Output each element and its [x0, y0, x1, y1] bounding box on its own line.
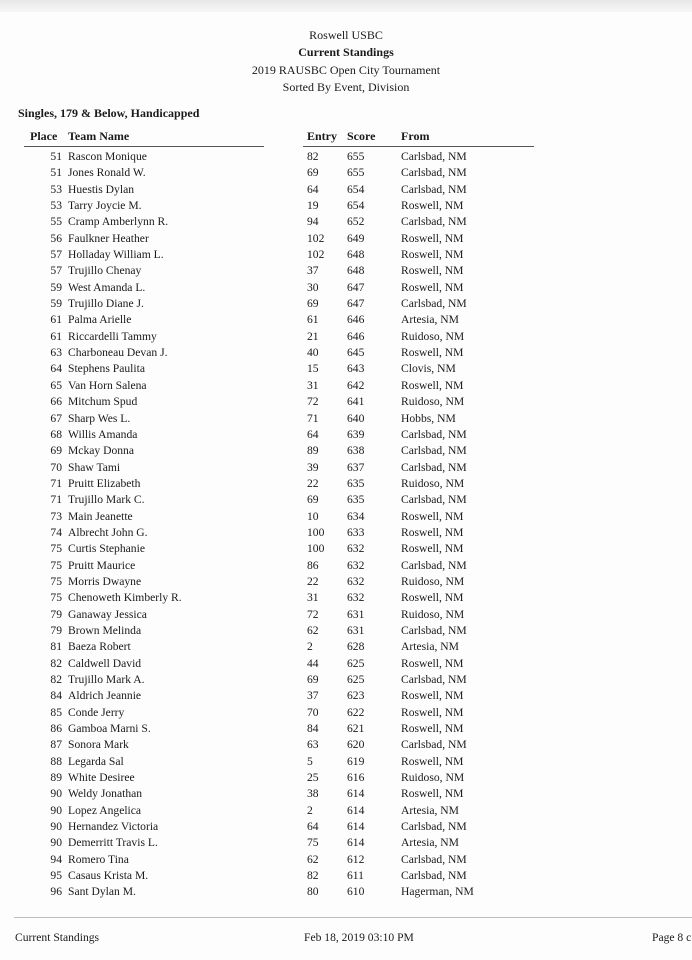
- col-header-entry: Entry: [307, 129, 337, 143]
- cell-place: 75: [50, 591, 62, 605]
- cell-entry: 62: [307, 852, 319, 866]
- table-row: [0, 754, 692, 770]
- cell-team-name: Main Jeanette: [68, 509, 133, 523]
- cell-from: Artesia, NM: [401, 836, 459, 850]
- cell-from: Roswell, NM: [401, 525, 464, 539]
- table-row: [0, 623, 692, 639]
- cell-entry: 69: [307, 493, 319, 507]
- cell-score: 623: [347, 689, 365, 703]
- cell-score: 625: [347, 673, 365, 686]
- cell-place: 94: [50, 852, 62, 866]
- cell-score: 610: [347, 885, 365, 899]
- table-row: [0, 476, 692, 492]
- cell-entry: 63: [307, 738, 319, 752]
- cell-entry: 22: [307, 574, 319, 588]
- cell-from: Carlsbad, NM: [401, 150, 467, 163]
- cell-score: 614: [347, 820, 365, 834]
- cell-from: Ruidoso, NM: [401, 771, 465, 785]
- cell-score: 632: [347, 558, 365, 572]
- report-title: Current Standings: [298, 45, 394, 59]
- cell-score: 640: [347, 411, 365, 425]
- table-row: [0, 803, 692, 819]
- cell-place: 59: [50, 297, 62, 311]
- cell-from: Ruidoso, NM: [401, 476, 465, 490]
- cell-team-name: Cramp Amberlynn R.: [68, 215, 169, 229]
- cell-team-name: Gamboa Marni S.: [68, 722, 151, 736]
- cell-team-name: Sant Dylan M.: [68, 885, 136, 899]
- cell-team-name: Stephens Paulita: [68, 362, 145, 376]
- cell-from: Roswell, NM: [401, 689, 464, 703]
- cell-from: Carlsbad, NM: [401, 166, 467, 180]
- table-row: [0, 835, 692, 851]
- cell-team-name: Trujillo Mark A.: [68, 673, 145, 686]
- cell-place: 68: [50, 427, 62, 441]
- cell-team-name: Van Horn Salena: [68, 378, 147, 392]
- cell-team-name: Tarry Joycie M.: [68, 199, 142, 213]
- cell-score: 632: [347, 591, 365, 605]
- cell-from: Roswell, NM: [401, 542, 464, 556]
- cell-entry: 2: [307, 803, 313, 817]
- cell-entry: 89: [307, 444, 319, 458]
- cell-place: 90: [50, 836, 62, 850]
- cell-entry: 37: [307, 689, 319, 703]
- table-row: [0, 165, 692, 181]
- table-row: [0, 688, 692, 704]
- cell-score: 619: [347, 754, 365, 768]
- cell-entry: 100: [307, 525, 325, 539]
- table-row: [0, 263, 692, 279]
- cell-from: Roswell, NM: [401, 705, 464, 719]
- footer-rule: [14, 917, 692, 918]
- cell-from: Carlsbad, NM: [401, 182, 467, 196]
- cell-entry: 61: [307, 313, 319, 327]
- cell-from: Carlsbad, NM: [401, 427, 467, 441]
- cell-entry: 2: [307, 640, 313, 654]
- table-row: [0, 737, 692, 753]
- table-row: [0, 819, 692, 835]
- cell-place: 82: [50, 673, 62, 686]
- table-row: [0, 884, 692, 900]
- cell-entry: 94: [307, 215, 319, 229]
- cell-entry: 69: [307, 673, 319, 686]
- cell-entry: 75: [307, 836, 319, 850]
- cell-place: 84: [50, 689, 62, 703]
- cell-from: Carlsbad, NM: [401, 623, 467, 637]
- cell-entry: 21: [307, 329, 319, 343]
- cell-score: 647: [347, 297, 365, 311]
- table-row: [0, 786, 692, 802]
- cell-from: Roswell, NM: [401, 754, 464, 768]
- table-row: [0, 590, 692, 606]
- cell-entry: 37: [307, 264, 319, 278]
- cell-team-name: Mckay Donna: [68, 444, 135, 458]
- cell-place: 70: [50, 460, 62, 474]
- cell-score: 620: [347, 738, 365, 752]
- table-row: [0, 247, 692, 263]
- cell-entry: 71: [307, 411, 319, 425]
- cell-team-name: Pruitt Elizabeth: [68, 476, 141, 490]
- cell-score: 612: [347, 852, 365, 866]
- cell-team-name: Conde Jerry: [68, 705, 125, 719]
- cell-place: 90: [50, 803, 62, 817]
- cell-score: 625: [347, 656, 365, 670]
- cell-from: Roswell, NM: [401, 264, 464, 278]
- cell-score: 652: [347, 215, 365, 229]
- cell-place: 75: [50, 542, 62, 556]
- cell-entry: 30: [307, 280, 319, 294]
- cell-entry: 44: [307, 656, 319, 670]
- cell-entry: 25: [307, 771, 319, 785]
- cell-score: 655: [347, 166, 365, 180]
- cell-entry: 5: [307, 754, 313, 768]
- cell-score: 646: [347, 313, 365, 327]
- table-row: [0, 639, 692, 655]
- cell-team-name: Caldwell David: [68, 656, 142, 670]
- table-row: [0, 411, 692, 427]
- cell-score: 643: [347, 362, 365, 376]
- cell-team-name: Sharp Wes L.: [68, 411, 131, 425]
- table-row: [0, 509, 692, 525]
- cell-score: 648: [347, 264, 365, 278]
- cell-team-name: Weldy Jonathan: [68, 787, 143, 801]
- cell-place: 63: [50, 346, 62, 360]
- cell-entry: 100: [307, 542, 325, 556]
- table-row: [0, 378, 692, 394]
- cell-from: Roswell, NM: [401, 346, 464, 360]
- cell-from: Roswell, NM: [401, 378, 464, 392]
- cell-team-name: Riccardelli Tammy: [68, 329, 157, 343]
- cell-entry: 84: [307, 722, 319, 736]
- header-rule-left: [24, 146, 264, 147]
- cell-team-name: Huestis Dylan: [68, 182, 135, 196]
- cell-from: Artesia, NM: [401, 640, 459, 654]
- cell-from: Roswell, NM: [401, 248, 464, 262]
- table-row: [0, 705, 692, 721]
- tournament-name: 2019 RAUSBC Open City Tournament: [251, 63, 441, 77]
- cell-from: Clovis, NM: [401, 362, 456, 376]
- cell-entry: 82: [307, 150, 319, 163]
- cell-team-name: Sonora Mark: [68, 738, 129, 752]
- cell-score: 631: [347, 623, 365, 637]
- cell-score: 635: [347, 493, 365, 507]
- cell-entry: 40: [307, 346, 319, 360]
- cell-score: 649: [347, 231, 365, 245]
- cell-from: Carlsbad, NM: [401, 444, 467, 458]
- table-row: [0, 558, 692, 574]
- cell-team-name: Morris Dwayne: [68, 574, 142, 588]
- cell-team-name: Trujillo Diane J.: [68, 297, 144, 311]
- cell-place: 85: [50, 705, 62, 719]
- cell-team-name: Ganaway Jessica: [68, 607, 147, 621]
- top-edge-band: [0, 0, 692, 12]
- header-rule-right: [303, 146, 534, 147]
- cell-entry: 80: [307, 885, 319, 899]
- cell-entry: 72: [307, 395, 319, 409]
- cell-place: 56: [50, 231, 62, 245]
- cell-team-name: Aldrich Jeannie: [68, 689, 142, 703]
- cell-score: 634: [347, 509, 365, 523]
- cell-place: 81: [50, 640, 62, 654]
- cell-from: Ruidoso, NM: [401, 607, 465, 621]
- cell-team-name: Pruitt Maurice: [68, 558, 136, 572]
- cell-score: 633: [347, 525, 365, 539]
- cell-entry: 39: [307, 460, 319, 474]
- cell-team-name: Trujillo Mark C.: [68, 493, 145, 507]
- cell-team-name: Trujillo Chenay: [68, 264, 142, 278]
- cell-entry: 31: [307, 378, 319, 392]
- cell-from: Carlsbad, NM: [401, 673, 467, 686]
- standings-table: [0, 149, 692, 901]
- table-row: [0, 852, 692, 868]
- table-row: [0, 312, 692, 328]
- cell-score: 641: [347, 395, 365, 409]
- cell-place: 66: [50, 395, 62, 409]
- cell-entry: 69: [307, 297, 319, 311]
- cell-from: Carlsbad, NM: [401, 852, 467, 866]
- cell-from: Roswell, NM: [401, 509, 464, 523]
- cell-place: 69: [50, 444, 62, 458]
- cell-place: 75: [50, 574, 62, 588]
- cell-place: 82: [50, 656, 62, 670]
- cell-place: 53: [50, 199, 62, 213]
- cell-team-name: Hernandez Victoria: [68, 820, 159, 834]
- cell-team-name: West Amanda L.: [68, 280, 146, 294]
- cell-place: 57: [50, 248, 62, 262]
- cell-entry: 64: [307, 182, 319, 196]
- cell-team-name: Holladay William L.: [68, 248, 164, 262]
- footer-report-name: Current Standings: [15, 931, 100, 944]
- cell-team-name: Curtis Stephanie: [68, 542, 145, 556]
- cell-from: Ruidoso, NM: [401, 329, 465, 343]
- table-row: [0, 672, 692, 688]
- cell-score: 614: [347, 787, 365, 801]
- cell-score: 611: [347, 869, 364, 883]
- table-row: [0, 214, 692, 230]
- cell-team-name: Brown Melinda: [68, 623, 142, 637]
- cell-place: 73: [50, 509, 62, 523]
- table-row: [0, 427, 692, 443]
- section-title: Singles, 179 & Below, Handicapped: [18, 106, 200, 120]
- cell-place: 65: [50, 378, 62, 392]
- cell-score: 648: [347, 248, 365, 262]
- table-row: [0, 149, 692, 165]
- cell-place: 79: [50, 607, 62, 621]
- cell-entry: 72: [307, 607, 319, 621]
- table-row: [0, 721, 692, 737]
- table-row: [0, 198, 692, 214]
- cell-team-name: Shaw Tami: [68, 460, 121, 474]
- cell-place: 71: [50, 476, 62, 490]
- cell-team-name: Baeza Robert: [68, 640, 131, 654]
- cell-team-name: Mitchum Spud: [68, 395, 138, 409]
- cell-place: 67: [50, 411, 62, 425]
- table-row: [0, 541, 692, 557]
- cell-score: 647: [347, 280, 365, 294]
- cell-place: 55: [50, 215, 62, 229]
- cell-entry: 38: [307, 787, 319, 801]
- cell-score: 654: [347, 199, 365, 213]
- cell-score: 638: [347, 444, 365, 458]
- cell-team-name: Romero Tina: [68, 852, 129, 866]
- cell-place: 75: [50, 558, 62, 572]
- cell-from: Carlsbad, NM: [401, 297, 467, 311]
- cell-place: 71: [50, 493, 62, 507]
- cell-entry: 19: [307, 199, 319, 213]
- cell-place: 59: [50, 280, 62, 294]
- cell-place: 86: [50, 722, 62, 736]
- cell-score: 632: [347, 574, 365, 588]
- cell-team-name: White Desiree: [68, 771, 135, 785]
- table-row: [0, 770, 692, 786]
- table-row: [0, 182, 692, 198]
- cell-entry: 102: [307, 231, 325, 245]
- cell-place: 79: [50, 623, 62, 637]
- cell-place: 53: [50, 182, 62, 196]
- cell-score: 655: [347, 150, 365, 163]
- table-row: [0, 460, 692, 476]
- cell-score: 639: [347, 427, 365, 441]
- cell-from: Roswell, NM: [401, 280, 464, 294]
- cell-entry: 22: [307, 476, 319, 490]
- cell-score: 646: [347, 329, 365, 343]
- cell-score: 635: [347, 476, 365, 490]
- cell-team-name: Chenoweth Kimberly R.: [68, 591, 182, 605]
- cell-team-name: Lopez Angelica: [68, 803, 142, 817]
- col-header-team-name: Team Name: [68, 129, 130, 143]
- cell-entry: 10: [307, 509, 319, 523]
- cell-team-name: Faulkner Heather: [68, 231, 149, 245]
- col-header-from: From: [401, 129, 430, 143]
- cell-place: 89: [50, 771, 62, 785]
- cell-from: Roswell, NM: [401, 199, 464, 213]
- cell-from: Roswell, NM: [401, 787, 464, 801]
- cell-from: Roswell, NM: [401, 231, 464, 245]
- cell-place: 95: [50, 869, 62, 883]
- col-header-place: Place: [30, 129, 58, 143]
- cell-entry: 15: [307, 362, 319, 376]
- cell-team-name: Casaus Krista M.: [68, 869, 149, 883]
- cell-score: 632: [347, 542, 365, 556]
- cell-place: 51: [50, 150, 62, 163]
- cell-place: 96: [50, 885, 62, 899]
- table-row: [0, 443, 692, 459]
- cell-score: 614: [347, 803, 365, 817]
- cell-team-name: Demerritt Travis L.: [68, 836, 158, 850]
- cell-entry: 69: [307, 166, 319, 180]
- table-row: [0, 525, 692, 541]
- cell-score: 645: [347, 346, 365, 360]
- cell-from: Carlsbad, NM: [401, 869, 467, 883]
- table-row: [0, 231, 692, 247]
- cell-entry: 64: [307, 820, 319, 834]
- cell-place: 51: [50, 166, 62, 180]
- cell-from: Ruidoso, NM: [401, 395, 465, 409]
- cell-from: Hobbs, NM: [401, 411, 456, 425]
- cell-from: Roswell, NM: [401, 656, 464, 670]
- table-row: [0, 361, 692, 377]
- cell-score: 628: [347, 640, 365, 654]
- cell-score: 616: [347, 771, 365, 785]
- table-row: [0, 329, 692, 345]
- cell-entry: 31: [307, 591, 319, 605]
- cell-team-name: Palma Arielle: [68, 313, 132, 327]
- cell-place: 87: [50, 738, 62, 752]
- sort-description: Sorted By Event, Division: [282, 80, 410, 94]
- cell-score: 621: [347, 722, 365, 736]
- table-row: [0, 607, 692, 623]
- cell-place: 57: [50, 264, 62, 278]
- cell-from: Carlsbad, NM: [401, 215, 467, 229]
- cell-score: 654: [347, 182, 365, 196]
- cell-team-name: Legarda Sal: [68, 754, 124, 768]
- cell-team-name: Jones Ronald W.: [68, 166, 146, 180]
- cell-score: 622: [347, 705, 365, 719]
- cell-score: 637: [347, 460, 365, 474]
- table-row: [0, 280, 692, 296]
- table-row: [0, 868, 692, 884]
- cell-place: 90: [50, 787, 62, 801]
- cell-place: 61: [50, 329, 62, 343]
- cell-team-name: Willis Amanda: [68, 427, 138, 441]
- cell-entry: 70: [307, 705, 319, 719]
- cell-entry: 102: [307, 248, 325, 262]
- cell-entry: 64: [307, 427, 319, 441]
- table-row: [0, 574, 692, 590]
- cell-from: Carlsbad, NM: [401, 493, 467, 507]
- table-row: [0, 492, 692, 508]
- cell-from: Roswell, NM: [401, 591, 464, 605]
- cell-from: Artesia, NM: [401, 803, 459, 817]
- cell-from: Carlsbad, NM: [401, 738, 467, 752]
- cell-from: Hagerman, NM: [401, 885, 474, 899]
- footer-page-number: Page 8 c: [652, 931, 692, 944]
- cell-from: Roswell, NM: [401, 722, 464, 736]
- cell-from: Carlsbad, NM: [401, 460, 467, 474]
- cell-team-name: Charboneau Devan J.: [68, 346, 168, 360]
- cell-from: Carlsbad, NM: [401, 820, 467, 834]
- table-row: [0, 296, 692, 312]
- cell-entry: 82: [307, 869, 319, 883]
- cell-team-name: Albrecht John G.: [68, 525, 148, 539]
- cell-from: Artesia, NM: [401, 313, 459, 327]
- table-row: [0, 656, 692, 672]
- cell-place: 74: [50, 525, 62, 539]
- cell-score: 614: [347, 836, 365, 850]
- cell-from: Ruidoso, NM: [401, 574, 465, 588]
- org-name: Roswell USBC: [309, 28, 383, 42]
- cell-team-name: Rascon Monique: [68, 150, 147, 163]
- cell-score: 642: [347, 378, 365, 392]
- cell-place: 64: [50, 362, 62, 376]
- cell-place: 90: [50, 820, 62, 834]
- cell-from: Carlsbad, NM: [401, 558, 467, 572]
- cell-score: 631: [347, 607, 365, 621]
- footer-timestamp: Feb 18, 2019 03:10 PM: [304, 931, 414, 944]
- table-row: [0, 345, 692, 361]
- cell-place: 88: [50, 754, 62, 768]
- table-row: [0, 394, 692, 410]
- cell-entry: 62: [307, 623, 319, 637]
- cell-place: 61: [50, 313, 62, 327]
- col-header-score: Score: [347, 129, 376, 143]
- cell-entry: 86: [307, 558, 319, 572]
